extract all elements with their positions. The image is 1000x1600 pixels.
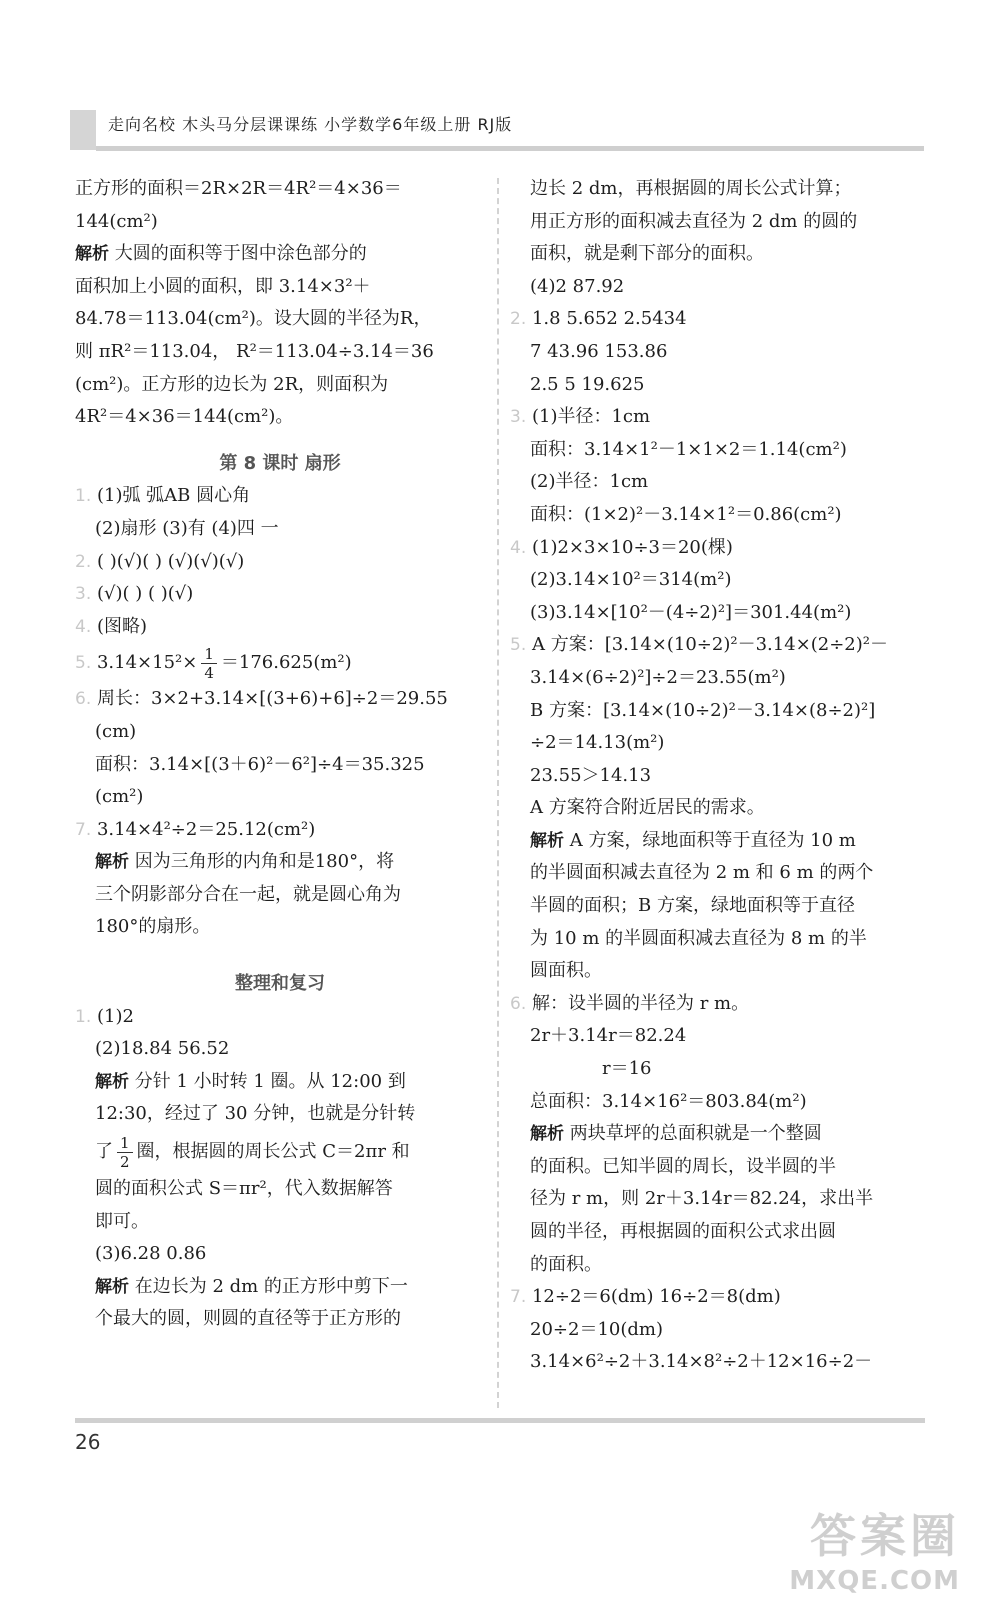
text-line: 2r＋3.14r＝82.24: [530, 1025, 687, 1047]
text-line: 面积，就是剩下部分的面积。: [530, 243, 764, 265]
text-line: 20÷2＝10(dm): [530, 1318, 663, 1340]
text-line: 180°的扇形。: [95, 916, 211, 938]
text-line: 为 10 m 的半圆面积减去直径为 8 m 的半: [530, 927, 867, 949]
text-line: (3)3.14×[10²－(4÷2)²]＝301.44(m²): [530, 601, 852, 623]
analysis-line: 解析 两块草坪的总面积就是一个整圆: [530, 1123, 822, 1145]
watermark-logo: 答案圈 MXQE.COM: [789, 1509, 960, 1596]
text-line: 的面积。已知半圆的周长，设半圆的半: [530, 1155, 836, 1177]
text-line: r＝16: [602, 1058, 652, 1080]
text-line: 面积：3.14×1²－1×1×2＝1.14(cm²): [530, 438, 847, 460]
header-title: 走向名校 木头马分层课课练 小学数学6年级上册 RJ版: [108, 115, 513, 134]
analysis-line: 解析 在边长为 2 dm 的正方形中剪下一: [95, 1275, 408, 1297]
analysis-label: 解析: [75, 244, 109, 265]
fraction: $\frac{1}{4}$: [201, 645, 217, 682]
section-title-review: 整理和复习: [235, 973, 325, 995]
analysis-label: 解析: [95, 1276, 129, 1297]
fraction: $\frac{1}{2}$: [117, 1134, 133, 1171]
text-line: 面积加上小圆的面积，即 3.14×3²＋: [75, 275, 371, 297]
analysis-label: 解析: [95, 852, 129, 873]
text-line: 4R²＝4×36＝144(cm²)。: [75, 406, 294, 428]
text-line: 面积：(1×2)²－3.14×1²＝0.86(cm²): [530, 503, 842, 525]
analysis-label: 解析: [530, 830, 564, 851]
answer-item: 6. 周长：3×2+3.14×[(3+6)+6]÷2＝29.55: [75, 688, 448, 710]
answer-item: 3. (1)半径：1cm: [510, 406, 651, 428]
answer-item: 4. (图略): [75, 615, 148, 637]
text-line: 3.14×6²÷2＋3.14×8²÷2＋12×16÷2－: [530, 1351, 873, 1373]
text-line: 84.78＝113.04(cm²)。设大圆的半径为R，: [75, 308, 432, 330]
analysis-label: 解析: [530, 1124, 564, 1145]
answer-item: 4. (1)2×3×10÷3＝20(棵): [510, 536, 733, 558]
footer-rule: [75, 1418, 925, 1423]
text-line: 半圆的面积；B 方案，绿地面积等于直径: [530, 895, 855, 917]
right-column: [510, 173, 930, 1379]
page-number: 26: [75, 1430, 101, 1454]
answer-item: 1. (1)弧 弧AB 圆心角: [75, 485, 251, 507]
text-line: (4)2 87.92: [530, 275, 625, 297]
text-line: 144(cm²): [75, 210, 158, 232]
text-line: 了 $\frac{1}{2}$ 圈，根据圆的周长公式 C＝2πr 和: [95, 1133, 410, 1171]
analysis-label: 解析: [95, 1071, 129, 1092]
text-line: (2)3.14×10²＝314(m²): [530, 569, 732, 591]
answer-item: 2. ( )(√)( ) (√)(√)(√): [75, 550, 245, 572]
text-line: 圆的面积公式 S＝πr²，代入数据解答: [95, 1178, 393, 1200]
text-line: (2)扇形 (3)有 (4)四 一: [95, 517, 279, 539]
text-line: A 方案符合附近居民的需求。: [530, 797, 765, 819]
text-line: 则 πR²＝113.04， R²＝113.04÷3.14＝36: [75, 340, 434, 362]
text-line: (cm): [95, 720, 137, 742]
text-line: 总面积：3.14×16²＝803.84(m²): [530, 1090, 807, 1112]
left-column: [75, 173, 485, 1336]
text-line: 3.14×(6÷2)²]÷2＝23.55(m²): [530, 666, 786, 688]
column-divider: [497, 178, 499, 1408]
header-rule: [96, 146, 924, 151]
analysis-line: 解析 因为三角形的内角和是180°，将: [95, 851, 395, 873]
answer-item: 6. 解：设半圆的半径为 r m。: [510, 992, 750, 1014]
answer-item: 2. 1.8 5.652 2.5434: [510, 308, 687, 330]
text-line: 圆面积。: [530, 960, 602, 982]
header-decoration-block: [70, 110, 96, 150]
text-line: (3)6.28 0.86: [95, 1243, 207, 1265]
text-line: 三个阴影部分合在一起，就是圆心角为: [95, 883, 401, 905]
answer-item: 5. 3.14×15²× $\frac{1}{4}$ ＝176.625(m²): [75, 644, 352, 682]
text-line: 用正方形的面积减去直径为 2 dm 的圆的: [530, 210, 858, 232]
text-line: (2)18.84 56.52: [95, 1038, 230, 1060]
text-line: 2.5 5 19.625: [530, 373, 645, 395]
analysis-line: 解析 A 方案，绿地面积等于直径为 10 m: [530, 829, 856, 851]
text-line: (2)半径：1cm: [530, 471, 649, 493]
text-line: (cm²): [95, 786, 144, 808]
text-line: 即可。: [95, 1210, 149, 1232]
answer-item: 5. A 方案：[3.14×(10÷2)²－3.14×(2÷2)²－: [510, 634, 888, 656]
answer-item: 1. (1)2: [75, 1005, 134, 1027]
section-title-sector: 第 8 课时 扇形: [219, 452, 341, 474]
text-line: 个最大的圆，则圆的直径等于正方形的: [95, 1308, 401, 1330]
text-line: 的面积。: [530, 1253, 602, 1275]
analysis-line: 解析 大圆的面积等于图中涂色部分的: [75, 243, 367, 265]
text-line: 径为 r m，则 2r＋3.14r＝82.24，求出半: [530, 1188, 874, 1210]
text-line: 23.55＞14.13: [530, 764, 652, 786]
text-line: B 方案：[3.14×(10÷2)²－3.14×(8÷2)²]: [530, 699, 876, 721]
answer-item: 3. (√)( ) ( )(√): [75, 583, 194, 605]
text-line: 7 43.96 153.86: [530, 340, 668, 362]
analysis-line: 解析 分针 1 小时转 1 圈。从 12:00 到: [95, 1070, 406, 1092]
text-line: 的半圆面积减去直径为 2 m 和 6 m 的两个: [530, 862, 874, 884]
text-line: (cm²)。正方形的边长为 2R，则面积为: [75, 373, 389, 395]
text-line: 12:30，经过了 30 分钟，也就是分针转: [95, 1103, 416, 1125]
text-line: ÷2＝14.13(m²): [530, 732, 665, 754]
answer-item: 7. 3.14×4²÷2＝25.12(cm²): [75, 818, 316, 840]
text-line: 正方形的面积＝2R×2R＝4R²＝4×36＝: [75, 178, 402, 199]
text-line: 面积：3.14×[(3＋6)²－6²]÷4＝35.325: [95, 753, 425, 775]
text-line: 圆的半径，再根据圆的面积公式求出圆: [530, 1221, 836, 1242]
text-line: 边长 2 dm，再根据圆的周长公式计算；: [530, 178, 852, 199]
answer-item: 7. 12÷2＝6(dm) 16÷2＝8(dm): [510, 1286, 781, 1308]
